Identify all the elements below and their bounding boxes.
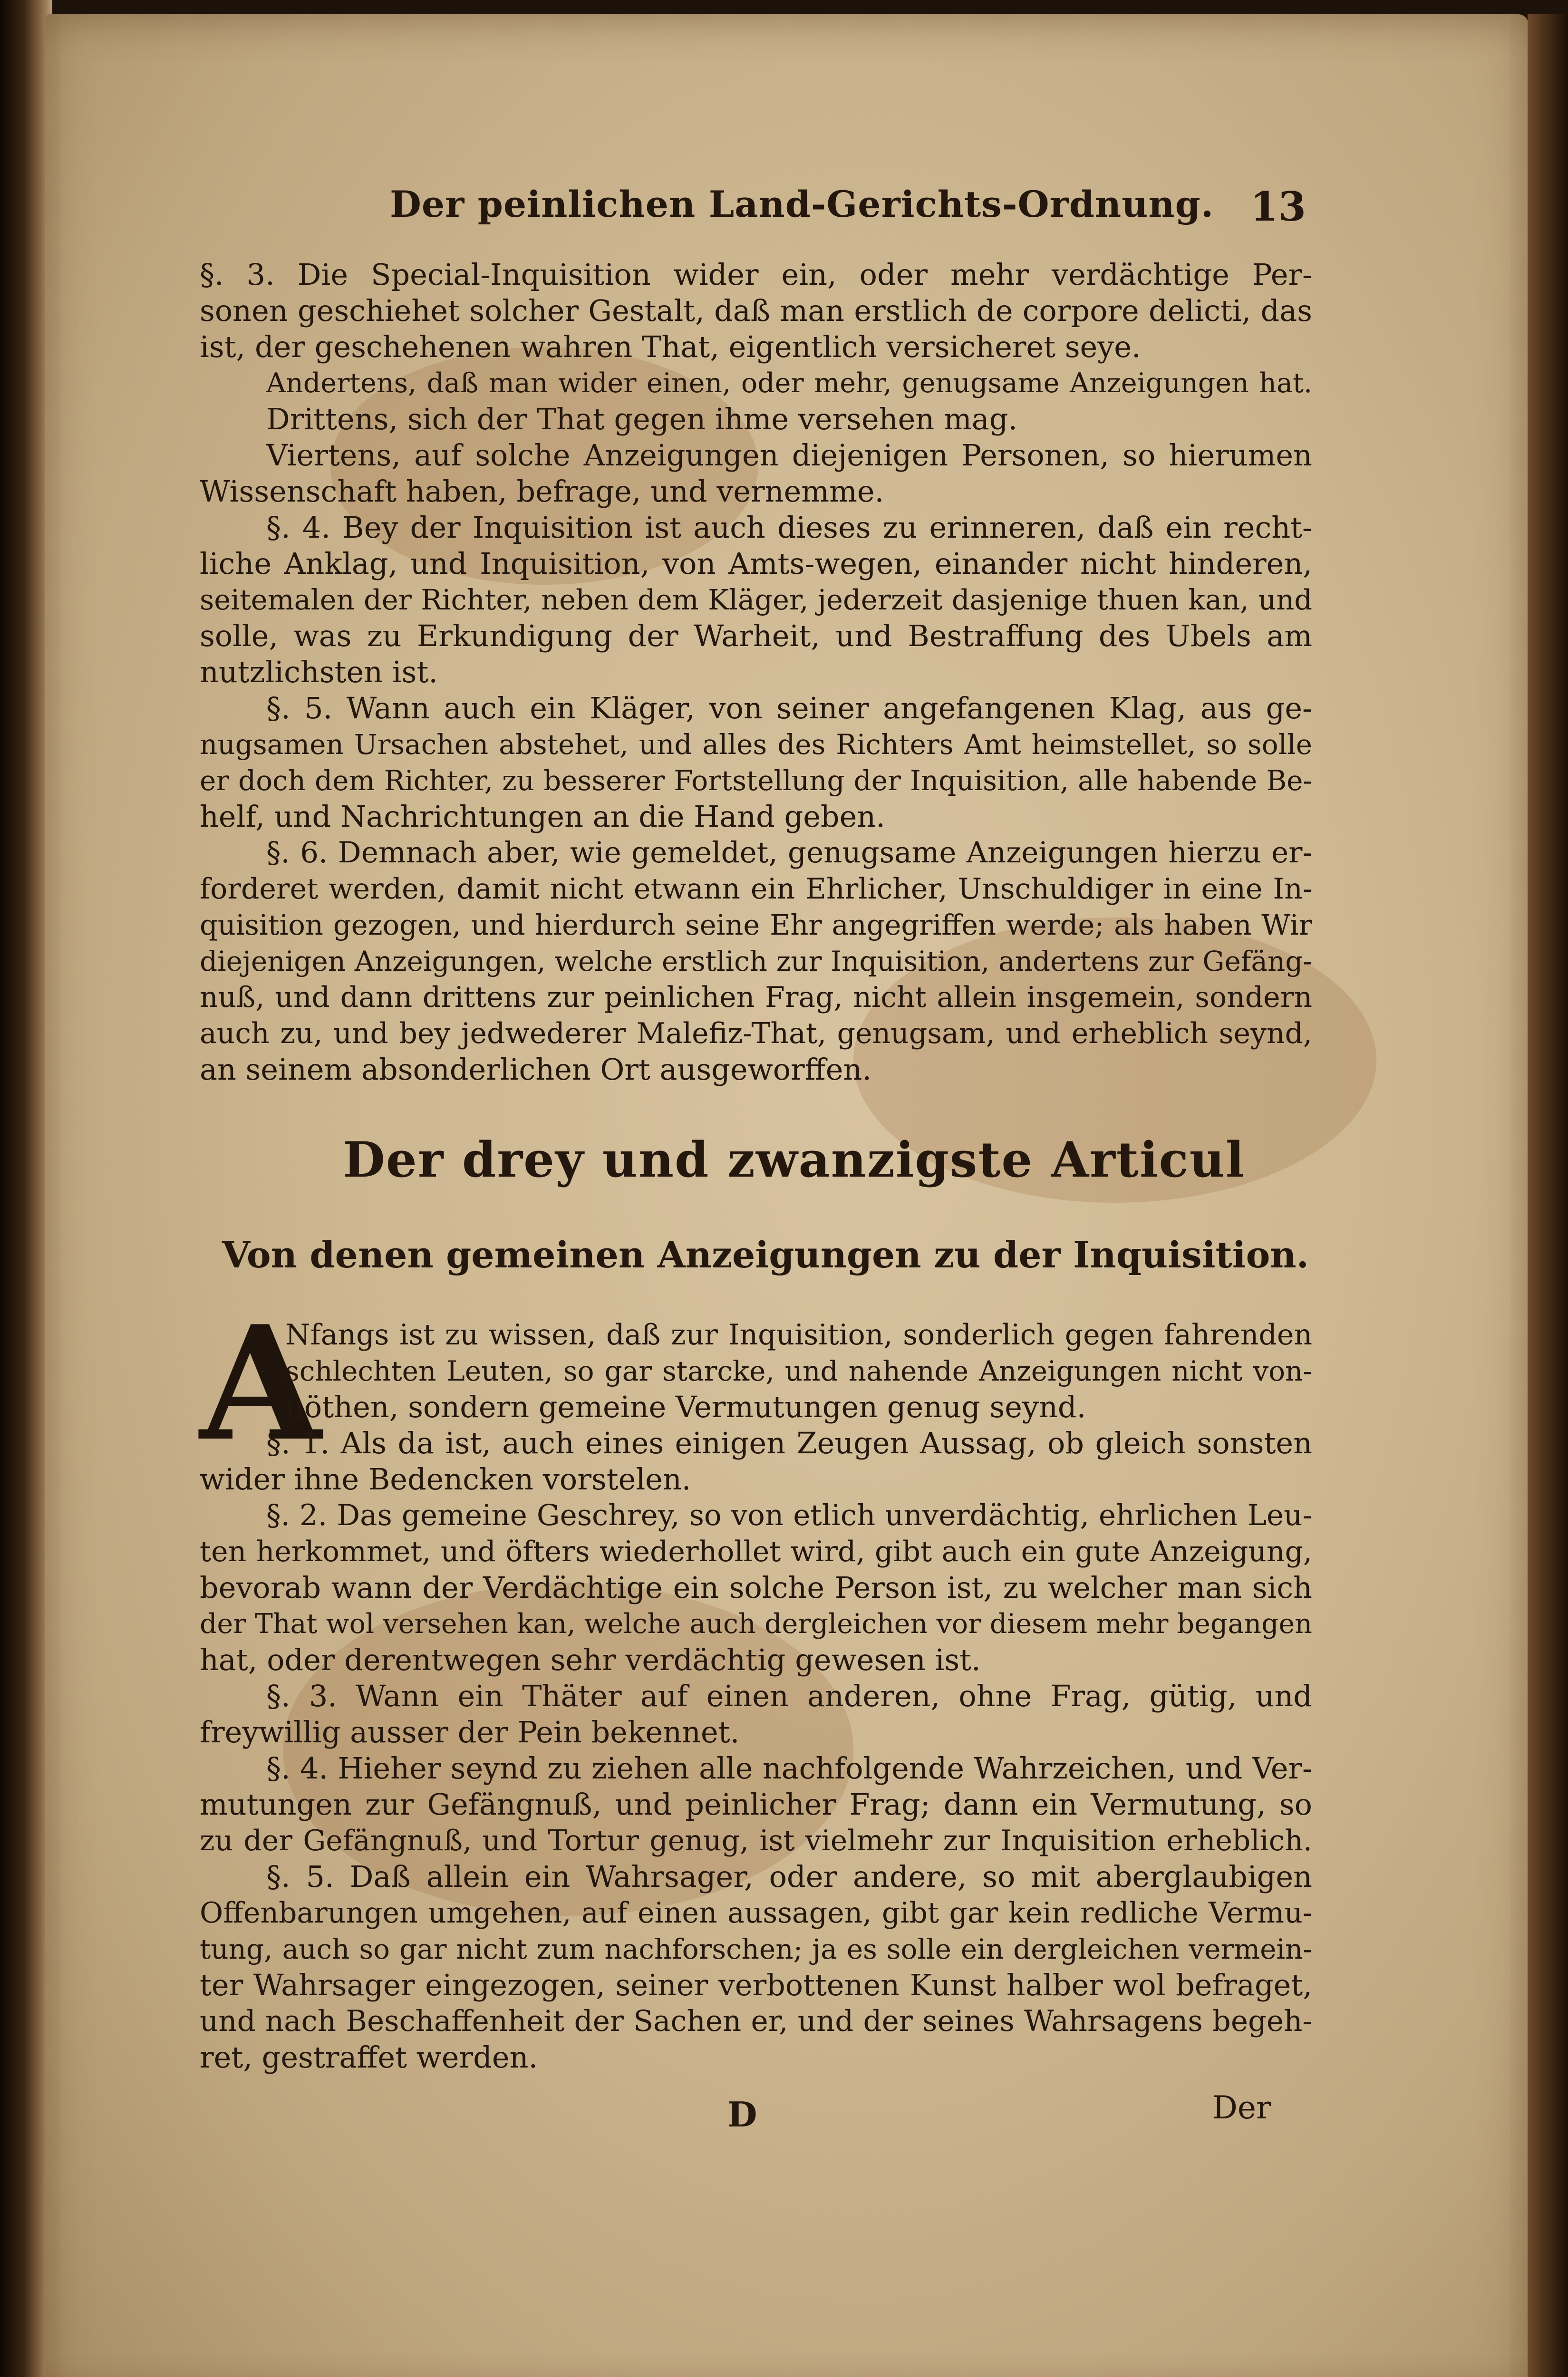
text-line: zu der Gefängnuß, und Tortur genug, ist vielmehr zur Inquisition erheblich. (200, 1824, 1312, 1857)
text-line: §. 5. Daß allein ein Wahrsager, oder andere, so mit aberglaubigen (266, 1859, 1312, 1894)
text-line: sonen geschiehet solcher Gestalt, daß man erstlich de corpore delicti, das (200, 293, 1312, 328)
text-line: §. 3. Die Special-Inquisition wider ein, oder mehr verdächtige Per- (200, 257, 1312, 292)
text-line: auch zu, und bey jedwederer Malefiz-That, genugsam, und erheblich seynd, (200, 1017, 1312, 1050)
text-line: Wissenschaft haben, befrage, und vernemme. (200, 474, 884, 509)
text-line: nöthen, sondern gemeine Vermutungen genug seynd. (285, 1390, 1086, 1424)
text-line: §. 1. Als da ist, auch eines einigen Zeugen Aussag, ob gleich sonsten (266, 1426, 1312, 1460)
text-line: ret, gestraffet werden. (200, 2040, 538, 2075)
text-line: seitemalen der Richter, neben dem Kläger, jederzeit dasjenige thuen kan, und (200, 583, 1312, 616)
text-line: ist, der geschehenen wahren That, eigentlich versicheret seye. (200, 329, 1141, 364)
text-line: Nfangs ist zu wissen, daß zur Inquisition, sonderlich gegen fahrenden (285, 1318, 1312, 1352)
text-line: Offenbarungen umgehen, auf einen aussagen, gibt gar kein redliche Vermu- (200, 1896, 1312, 1930)
text-line: wider ihne Bedencken vorstelen. (200, 1462, 691, 1497)
text-line: quisition gezogen, und hierdurch seine Ehr angegriffen werde; als haben Wir (200, 908, 1312, 941)
text-line: bevorab wann der Verdächtige ein solche Person ist, zu welcher man sich (200, 1570, 1312, 1605)
section-heading: Der drey und zwanzigste Articul (343, 1131, 1245, 1188)
text-line: an seinem absonderlichen Ort ausgeworffen. (200, 1052, 872, 1087)
book-spine (0, 0, 52, 2377)
text-line: hat, oder derentwegen sehr verdächtig gewesen ist. (200, 1643, 981, 1677)
text-line: §. 4. Hieher seynd zu ziehen alle nachfolgende Wahrzeichen, und Ver- (266, 1751, 1312, 1786)
text-line: nuß, und dann drittens zur peinlichen Frag, nicht allein insgemein, sondern (200, 981, 1312, 1014)
running-header: Der peinlichen Land-Gerichts-Ordnung. (390, 183, 1214, 225)
text-line: §. 3. Wann ein Thäter auf einen anderen, ohne Frag, gütig, und (266, 1679, 1312, 1713)
text-line: Andertens, daß man wider einen, oder mehr, genugsame Anzeigungen hat. (266, 367, 1312, 399)
text-line: der That wol versehen kan, welche auch dergleichen vor diesem mehr begangen (200, 1608, 1312, 1640)
catchword: Der (1212, 2089, 1271, 2126)
text-line: §. 5. Wann auch ein Kläger, von seiner angefangenen Klag, aus ge- (266, 691, 1312, 725)
text-line: schlechten Leuten, so gar starcke, und nahende Anzeigungen nicht von- (285, 1355, 1312, 1387)
text-line: und nach Beschaffenheit der Sachen er, und der seines Wahrsagens begeh- (200, 2004, 1312, 2038)
page-number: 13 (1250, 183, 1306, 230)
page-edge (1528, 14, 1568, 2377)
text-line: §. 4. Bey der Inquisition ist auch dieses zu erinneren, daß ein recht- (266, 510, 1312, 545)
text-line: forderet werden, damit nicht etwann ein Ehrlicher, Unschuldiger in eine In- (200, 872, 1312, 906)
section-subheading: Von denen gemeinen Anzeigungen zu der Inquisition. (222, 1234, 1309, 1276)
text-line: §. 6. Demnach aber, wie gemeldet, genugsame Anzeigungen hierzu er- (266, 836, 1312, 870)
text-line: freywillig ausser der Pein bekennet. (200, 1715, 740, 1749)
text-line: er doch dem Richter, zu besserer Fortstellung der Inquisition, alle habende Be- (200, 764, 1312, 797)
text-line: helf, und Nachrichtungen an die Hand geben. (200, 799, 885, 834)
signature-mark: D (727, 2094, 757, 2135)
text-line: tung, auch so gar nicht zum nachforschen; ja es solle ein dergleichen vermein- (200, 1933, 1312, 1965)
text-line: Drittens, sich der That gegen ihme versehen mag. (266, 402, 1018, 436)
drop-cap-initial: A (200, 1291, 322, 1476)
text-line: liche Anklag, und Inquisition, von Amts-wegen, einander nicht hinderen, (200, 546, 1312, 581)
text-line: Viertens, auf solche Anzeigungen diejenigen Personen, so hierumen (266, 438, 1312, 473)
text-line: nutzlichsten ist. (200, 655, 438, 689)
text-line: solle, was zu Erkundigung der Warheit, und Bestraffung des Ubels am (200, 618, 1312, 653)
text-line: mutungen zur Gefängnuß, und peinlicher Frag; dann ein Vermutung, so (200, 1787, 1312, 1822)
text-line: §. 2. Das gemeine Geschrey, so von etlich unverdächtig, ehrlichen Leu- (266, 1498, 1312, 1532)
text-line: diejenigen Anzeigungen, welche erstlich zur Inquisition, andertens zur Gefäng- (200, 945, 1312, 977)
text-line: ten herkommet, und öfters wiederhollet wird, gibt auch ein gute Anzeigung, (200, 1535, 1312, 1568)
text-line: nugsamen Ursachen abstehet, und alles des Richters Amt heimstellet, so solle (200, 728, 1312, 761)
text-line: ter Wahrsager eingezogen, seiner verbottenen Kunst halber wol befraget, (200, 1968, 1312, 2002)
